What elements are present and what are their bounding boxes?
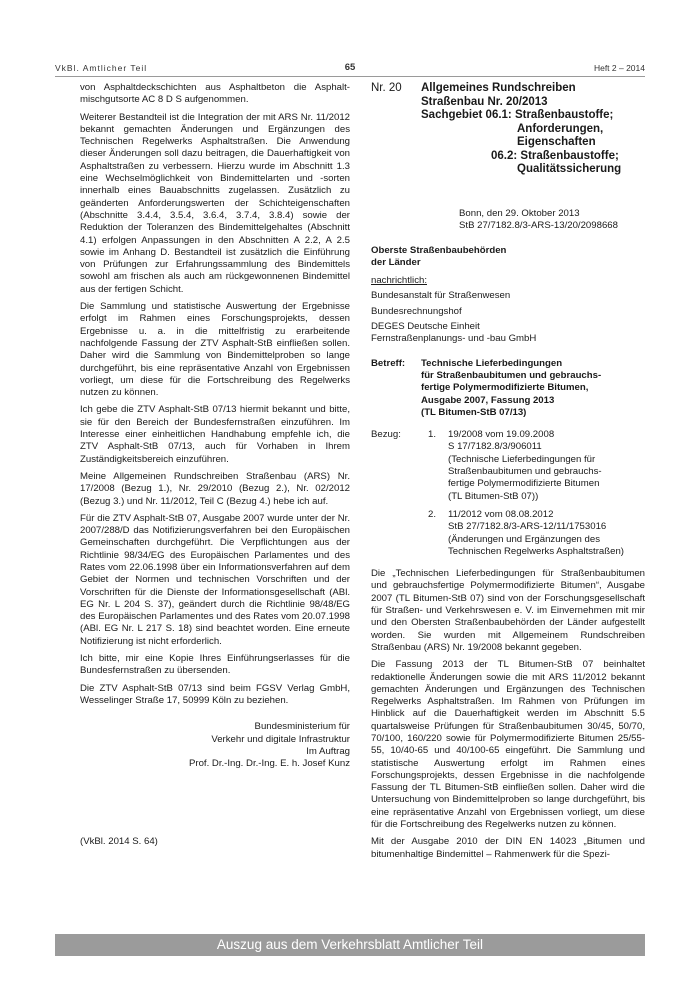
subject-area-1-line2: Anforderungen, bbox=[517, 122, 604, 135]
reference-line: Technischen Regelwerks Asphaltstraßen) bbox=[448, 545, 624, 557]
reference-block bbox=[371, 429, 645, 564]
paragraph: Für die ZTV Asphalt-StB 07, Ausgabe 2007 wurde unter der Nr. 2007/288/D das Notifizierungsverfahren bei den Europäischen Gemeinschaften durchgeführt. Die Verpflichtungen aus der Richtlinie 98/34/EG des Europäischen Parlamentes und des Rates vom 22.06.1998 über ein Informationsverfahren auf dem Gebiet der Normen und technischen Vorschriften und der Vorschriften für die Dienste der Informationsgesellschaft (ABl. EG Nr. L 204 S. 37), geändert durch die Richtlinie 98/48/EG des Europäischen Parlamentes und des Rates vom 20.07.1998 (ABl. EG Nr. L 217 S. 18) sind beachtet worden. Eine erneute Notifizierung ist nicht erforderlich. bbox=[80, 512, 350, 647]
addressee-main: Oberste Straßenbaubehörden bbox=[371, 244, 507, 256]
paragraph: von Asphaltdeckschichten aus Asphaltbeton die Asphaltmischgutsorte AC 8 D S aufgenommen. bbox=[80, 82, 350, 106]
addressees bbox=[371, 245, 645, 346]
paragraph: Mit der Ausgabe 2010 der DIN EN 14023 „Bitumen und bitumenhaltige Bindemittel – Rahmenwerk für die Spezi- bbox=[371, 836, 645, 860]
reference-line: Straßenbaubitumen und gebrauchs- bbox=[448, 466, 602, 478]
addressee: Bundesanstalt für Straßenwesen bbox=[371, 290, 511, 302]
reference-line: (TL Bitumen-StB 07)) bbox=[448, 490, 539, 502]
paragraph: Ich gebe die ZTV Asphalt-StB 07/13 hiermit bekannt und bitte, sie für den Bereich der Bundesfernstraßen einzuführen. Im Interesse einer einheitlichen Handhabung empfehle ich, die ZTV Asphalt-StB 07/13, auch für Vorhaben in Ihrem Zuständigkeitsbereich einzuführen. bbox=[80, 404, 350, 465]
for-info-label: nachrichtlich: bbox=[371, 275, 427, 287]
signature-name: Prof. Dr.-Ing. Dr.-Ing. E. h. Josef Kunz bbox=[188, 758, 350, 770]
title-line: Allgemeines Rundschreiben bbox=[421, 82, 576, 94]
reference-line: (Technische Lieferbedingungen für bbox=[448, 453, 596, 465]
subject-text bbox=[421, 358, 601, 419]
journal-name: VkBl. Amtlicher Teil bbox=[55, 63, 148, 73]
circular-number: Nr. 20 bbox=[371, 82, 402, 94]
reference-number: 2. bbox=[428, 508, 437, 520]
subject-area-1: Sachgebiet 06.1: Straßenbaustoffe; bbox=[421, 109, 614, 121]
reference-list bbox=[428, 429, 624, 564]
paragraph: Die Fassung 2013 der TL Bitumen-StB 07 beinhaltet redaktionelle Änderungen sowie die mit ARS 11/2012 bekannt gemachten Änderungen und Ergänzungen des Technischen Regelwerks Asphaltstraßen. Im Rahmen von Prüfungen im Hinblick auf die Dauerhaftigkeit werden im Abschnitt 5.5 quartalsweise Prüfungen für Straßenbaubitumen 30/45, 50/70, 70/100, 160/220 sowie für Polymermodifizierte Bitumen 25/55-55, 10/40-65 und 40/100-65 eingeführt. Die Sammlung und statistische Auswertung erfolgt im Rahmen eines Forschungsprojekts, dessen Ergebnisse in die nachfolgende Fassung der TL Bitumen-StB einfließen sollen. Daher wird die Untersuchung von Bindemittelproben so lange durchgeführt, bis eine repräsentative Anzahl von Ergebnissen vorliegt, um diese für die Fortschreibung des Regelwerks nutzen zu können. bbox=[371, 659, 645, 831]
place-date-block bbox=[459, 208, 645, 233]
paragraph: Die „Technischen Lieferbedingungen für Straßenbaubitumen und gebrauchsfertige Polymermodifizierte Bitumen“, Ausgabe 2007 (TL Bitumen-StB 07) sind von der Forschungsgesellschaft für Straßen- und Verkehrswesen e. V. im Einvernehmen mit mir und den Obersten Straßenbaubehörden der Länder aufgestellt worden. Sie wurden mit Allgemeinem Rundschreiben Straßenbau (ARS) Nr. 19/2008 bekannt gegeben. bbox=[371, 568, 645, 653]
addressee: DEGES Deutsche Einheit bbox=[371, 321, 480, 333]
left-column bbox=[80, 82, 350, 770]
reference-item bbox=[428, 509, 624, 558]
file-number: StB 27/7182.8/3-ARS-13/20/2098668 bbox=[459, 220, 618, 232]
addressee: Fernstraßenplanungs- und -bau GmbH bbox=[371, 333, 537, 345]
paragraph: Die Sammlung und statistische Auswertung der Ergebnisse erfolgt im Rahmen eines Forschungsprojekts, dessen Ergebnisse u. a. in die mittelfristig zu erarbeitende nachfolgende Fassung der ZTV Asphalt-StB einfließen sollen. Daher wird die Sammlung von Bindemittelproben so lange durchgeführt, bis eine repräsentative Anzahl von Ergebnissen vorliegt, um diese für die Fortschreibung des Regelwerks nutzen zu können. bbox=[80, 301, 350, 399]
footer-banner: Auszug aus dem Verkehrsblatt Amtlicher Teil bbox=[55, 934, 645, 956]
signature-ministry: Bundesministerium für bbox=[254, 721, 350, 733]
subject-area-2-line2: Qualitätssicherung bbox=[517, 163, 622, 175]
subject-area-2: 06.2: Straßenbaustoffe; bbox=[491, 149, 619, 162]
addressee-main-2: der Länder bbox=[371, 256, 421, 268]
signature-by-order: Im Auftrag bbox=[306, 745, 350, 757]
page-header bbox=[55, 60, 645, 77]
page-number: 65 bbox=[344, 62, 356, 73]
subject-line: Technische Lieferbedingungen bbox=[421, 357, 563, 369]
subject-line: (TL Bitumen-StB 07/13) bbox=[421, 406, 527, 418]
reference-line: fertige Polymermodifizierte Bitumen bbox=[448, 478, 600, 490]
paragraph: Die ZTV Asphalt-StB 07/13 sind beim FGSV Verlag GmbH, Wesselinger Straße 17, 50999 Köln zu beziehen. bbox=[80, 682, 350, 706]
reference-line: 19/2008 vom 19.09.2008 bbox=[448, 429, 555, 441]
title-line: Straßenbau Nr. 20/2013 bbox=[421, 95, 548, 108]
subject-line: Ausgabe 2007, Fassung 2013 bbox=[421, 394, 555, 406]
reference-line: (Änderungen und Ergänzungen des bbox=[448, 533, 601, 545]
issue-label: Heft 2 – 2014 bbox=[593, 63, 645, 73]
right-column bbox=[371, 82, 645, 866]
reference-line: StB 27/7182.8/3-ARS-12/11/1753016 bbox=[448, 521, 607, 533]
reference-line: 11/2012 vom 08.08.2012 bbox=[448, 508, 554, 520]
paragraph: Weiterer Bestandteil ist die Integration der mit ARS Nr. 11/2012 bekannt gemachten Änderungen und Ergänzungen des Technischen Regelwerks Asphaltstraßen. Die Anwendung dieser Änderungen soll dazu beitragen, die Dauerhaftigkeit von Asphaltstraßen zu verbessern. Hierzu wurde im Abschnitt 1.3 eine Wechselmöglichkeit von Bindemittelarten und -sorten innerhalb eines Bauabschnitts zugelassen. Zusätzlich zu geänderten Anforderungswerten der Schichteigenschaften (Abschnitte 3.4.4, 3.5.4, 3.6.4, 3.7.4, 3.8.4) sowie der Reduktion der Toleranzen des Bindemittelgehaltes (Abschnitt 4.1) erfolgen Anpassungen in den Abschnitten A 2.2, A 2.5 sowie im Anhang D. Bestandteil ist zusätzlich die Einführung von Prüfungen zur Erfahrungssammlung des Bindemittels sowohl am frischen als auch am rückgewonnenen Bindemittel aus der fertigen Schicht. bbox=[80, 111, 350, 295]
subject-block bbox=[371, 358, 645, 419]
paragraph: Ich bitte, mir eine Kopie Ihres Einführungserlasses für die Bundesfernstraßen zu übersenden. bbox=[80, 653, 350, 677]
subject-label: Betreff: bbox=[371, 357, 406, 369]
reference-label: Bezug: bbox=[371, 429, 401, 441]
signature-ministry-2: Verkehr und digitale Infrastruktur bbox=[211, 733, 350, 745]
circular-title bbox=[421, 82, 651, 177]
paragraph: Meine Allgemeinen Rundschreiben Straßenbau (ARS) Nr. 17/2008 (Bezug 1.), Nr. 29/2010 (Bezug 2.), Nr. 02/2012 (Bezug 3.) und Nr. 11/2012, Teil C (Bezug 4.) hebe ich auf. bbox=[80, 470, 350, 507]
reference-line: S 17/7182.8/3/906011 bbox=[448, 441, 542, 453]
reference-number: 1. bbox=[428, 429, 437, 441]
place-date: Bonn, den 29. Oktober 2013 bbox=[459, 208, 580, 219]
subject-line: fertige Polymermodifizierte Bitumen, bbox=[421, 382, 589, 394]
subject-line: für Straßenbaubitumen und gebrauchs- bbox=[421, 369, 602, 381]
reference-item bbox=[428, 429, 624, 503]
addressee: Bundesrechnungshof bbox=[371, 305, 462, 317]
circular-heading bbox=[371, 82, 645, 202]
signature-block bbox=[80, 721, 350, 770]
citation-reference: (VkBl. 2014 S. 64) bbox=[80, 836, 158, 847]
subject-area-1-line3: Eigenschaften bbox=[517, 136, 596, 148]
